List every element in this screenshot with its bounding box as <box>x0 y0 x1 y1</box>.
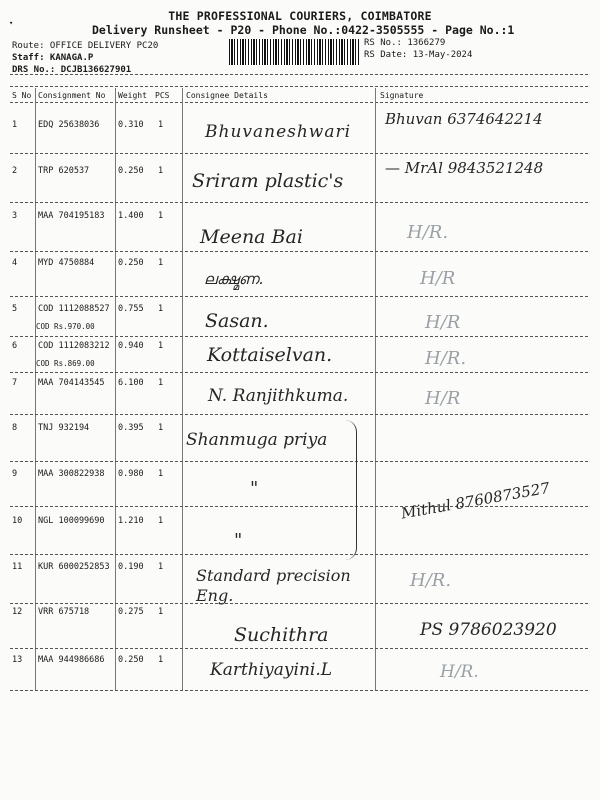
row-pcs: 1 <box>158 607 164 617</box>
row-weight: 6.100 <box>118 378 144 388</box>
row-weight: 0.980 <box>118 469 144 479</box>
row-pcs: 1 <box>158 562 164 572</box>
col-header-weight: Weight <box>118 91 147 100</box>
row-consignee: Sriram plastic's <box>192 170 344 192</box>
rs-date: RS Date: 13-May-2024 <box>364 50 473 60</box>
row-pcs: 1 <box>158 423 164 433</box>
row-consignee: N. Ranjithkuma. <box>208 386 349 406</box>
row-weight: 1.210 <box>118 516 144 526</box>
row-divider <box>10 414 588 415</box>
row-weight: 0.395 <box>118 423 144 433</box>
row-signature: H/R <box>420 268 456 289</box>
row-divider <box>10 554 588 555</box>
row-consignment-no: KUR 6000252853 <box>38 562 110 572</box>
row-signature: Bhuvan 6374642214 <box>385 110 543 128</box>
row-divider <box>10 372 588 373</box>
row-sno: 4 <box>12 258 18 268</box>
handwritten-brace <box>342 420 357 560</box>
column-divider <box>182 88 183 690</box>
row-consignee: " <box>250 478 259 499</box>
col-header-signature: Signature <box>380 91 424 100</box>
row-signature: — MrAl 9843521248 <box>385 159 544 177</box>
row-consignee: ലക്ഷ്മണ. <box>204 270 264 288</box>
row-sno: 7 <box>12 378 18 388</box>
row-divider <box>10 461 588 462</box>
row-divider <box>10 153 588 154</box>
staff-label: Staff: KANAGA.P <box>12 53 94 63</box>
row-pcs: 1 <box>158 166 164 176</box>
row-pcs: 1 <box>158 258 164 268</box>
row-consignee: Bhuvaneshwari <box>205 122 352 142</box>
row-pcs: 1 <box>158 655 164 665</box>
column-divider <box>375 88 376 690</box>
row-sno: 2 <box>12 166 18 176</box>
col-header-pcs: PCS <box>155 91 170 100</box>
runsheet-meta-right <box>364 37 472 61</box>
row-consignment-no: MAA 704143545 <box>38 378 105 388</box>
col-header-consignee: Consignee Details <box>186 91 268 100</box>
row-consignee: Suchithra <box>234 624 329 646</box>
header-divider <box>10 74 588 75</box>
row-sno: 5 <box>12 304 18 314</box>
row-cod-amount: COD Rs.970.00 <box>36 322 95 331</box>
table-bottom-border <box>10 690 588 691</box>
row-consignment-no: NGL 100099690 <box>38 516 105 526</box>
row-signature: Mithul 8760873527 <box>399 478 552 523</box>
row-divider <box>10 202 588 203</box>
row-consignment-no: MAA 300822938 <box>38 469 105 479</box>
row-signature: H/R. <box>410 570 452 591</box>
row-sno: 3 <box>12 211 18 221</box>
column-divider <box>115 88 116 690</box>
row-consignment-no: TNJ 932194 <box>38 423 90 433</box>
row-weight: 0.250 <box>118 655 144 665</box>
row-weight: 0.310 <box>118 120 144 130</box>
row-consignment-no: COD 1112083212 <box>38 341 110 351</box>
row-divider <box>10 648 588 649</box>
row-pcs: 1 <box>158 341 164 351</box>
row-divider <box>10 336 588 337</box>
row-sno: 10 <box>12 516 23 526</box>
row-weight: 0.190 <box>118 562 144 572</box>
row-pcs: 1 <box>158 304 164 314</box>
table-top-border <box>10 86 588 87</box>
row-consignment-no: MAA 704195183 <box>38 211 105 221</box>
runsheet-subtitle: Delivery Runsheet - P20 - Phone No.:0422-3505555 - Page No.:1 <box>92 23 515 37</box>
row-cod-amount: COD Rs.869.00 <box>36 359 95 368</box>
row-pcs: 1 <box>158 120 164 130</box>
row-pcs: 1 <box>158 378 164 388</box>
col-header-sno: S No <box>12 91 32 100</box>
row-sno: 9 <box>12 469 18 479</box>
row-sno: 11 <box>12 562 23 572</box>
row-weight: 0.250 <box>118 258 144 268</box>
row-divider <box>10 296 588 297</box>
row-weight: 0.755 <box>118 304 144 314</box>
row-weight: 0.250 <box>118 166 144 176</box>
row-consignment-no: MAA 944986686 <box>38 655 105 665</box>
row-signature: H/R. <box>425 348 467 369</box>
row-signature: H/R <box>425 312 461 333</box>
row-pcs: 1 <box>158 211 164 221</box>
drs-number: DRS No.: DCJB136627901 <box>12 65 132 75</box>
row-signature: H/R <box>425 388 461 409</box>
company-title: THE PROFESSIONAL COURIERS, COIMBATORE <box>168 9 432 23</box>
row-sno: 8 <box>12 423 18 433</box>
row-consignment-no: VRR 675718 <box>38 607 90 617</box>
row-consignment-no: EDQ 25638036 <box>38 120 100 130</box>
row-sno: 6 <box>12 341 18 351</box>
row-consignee: Sasan. <box>205 310 269 332</box>
row-consignee: " <box>234 530 243 551</box>
row-pcs: 1 <box>158 469 164 479</box>
row-signature: PS 9786023920 <box>420 620 557 640</box>
barcode-image <box>229 39 359 65</box>
row-pcs: 1 <box>158 516 164 526</box>
route-label: Route: OFFICE DELIVERY PC20 <box>12 41 159 51</box>
row-weight: 0.940 <box>118 341 144 351</box>
row-consignment-no: TRP 620537 <box>38 166 90 176</box>
column-header-divider <box>10 102 588 103</box>
corner-mark: ▾ <box>9 19 14 27</box>
row-sno: 12 <box>12 607 23 617</box>
row-consignee: Shanmuga priya <box>186 430 328 450</box>
rs-number: RS No.: 1366279 <box>364 38 446 48</box>
row-consignee: Standard precision Eng. <box>196 566 351 605</box>
row-divider <box>10 506 588 507</box>
row-divider <box>10 251 588 252</box>
row-consignee: Kottaiselvan. <box>207 344 333 366</box>
row-weight: 0.275 <box>118 607 144 617</box>
row-consignee: Karthiyayini.L <box>210 660 333 680</box>
column-divider <box>35 88 36 690</box>
row-signature: H/R. <box>440 662 479 682</box>
row-weight: 1.400 <box>118 211 144 221</box>
row-consignment-no: MYD 4750884 <box>38 258 95 268</box>
row-consignment-no: COD 1112088527 <box>38 304 110 314</box>
row-signature: H/R. <box>407 222 449 243</box>
row-sno: 13 <box>12 655 23 665</box>
row-consignee: Meena Bai <box>200 226 303 248</box>
row-sno: 1 <box>12 120 18 130</box>
col-header-consignment: Consignment No <box>38 91 106 100</box>
runsheet-meta-left <box>12 40 158 76</box>
